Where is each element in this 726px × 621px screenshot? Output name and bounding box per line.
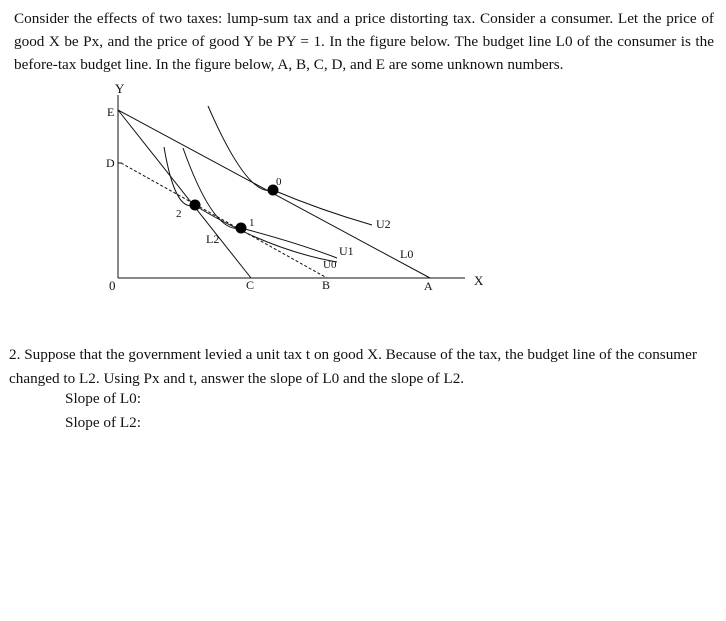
label-U2: U2 [376, 217, 391, 231]
label-point-2: 2 [176, 208, 182, 220]
intro-paragraph: Consider the effects of two taxes: lump-sum tax and a price distorting tax. Consider a consumer. Let the price of good X be Px, and the price of good Y be PY = 1. In the figure below. The budget line L0 of the consumer is the before-tax budget line. In the figure below, A, B, C, D, and E are some unknown numbers. [14, 10, 714, 73]
label-point-0: 0 [276, 176, 282, 188]
axis-y-label: Y [115, 81, 125, 96]
label-U1: U1 [339, 244, 354, 258]
dashed-line-D-B [121, 163, 327, 278]
question-text: Suppose that the government levied a unit tax t on good X. Because of the tax, the budget line of the consumer changed to L2. Using Px and t, answer the slope of L0 and the slope of L2. [9, 346, 697, 387]
label-C: C [246, 278, 255, 292]
label-D: D [106, 156, 115, 170]
label-B: B [322, 278, 331, 292]
label-A: A [424, 279, 433, 293]
label-L0: L0 [400, 247, 414, 261]
point-2-marker [190, 200, 201, 211]
origin-label: 0 [109, 278, 116, 293]
label-point-1: 1 [249, 217, 255, 229]
question-number: 2. [9, 346, 21, 363]
axis-x-label: X [474, 273, 484, 288]
point-1-marker [236, 223, 247, 234]
indifference-curve-U2 [208, 106, 372, 225]
label-E: E [107, 105, 115, 119]
label-U0: U0 [323, 259, 337, 271]
slope-l0-prompt: Slope of L0: [65, 390, 141, 407]
budget-line-L2 [118, 110, 251, 278]
question-2 [9, 343, 715, 391]
slope-l2-prompt: Slope of L2: [65, 414, 141, 431]
label-L2: L2 [206, 232, 220, 246]
